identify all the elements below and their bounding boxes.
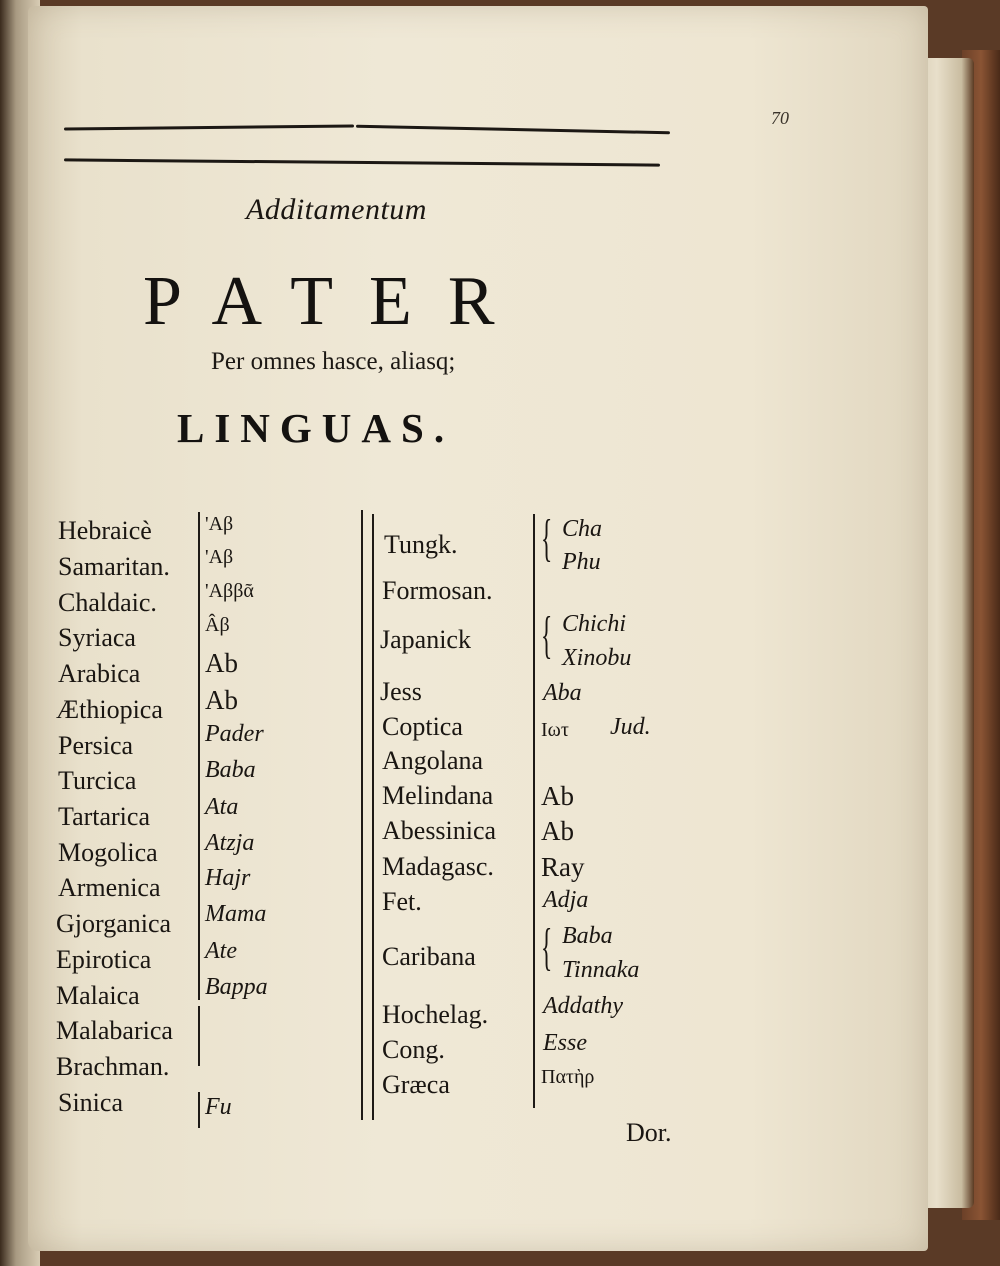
father-word: Jud. (610, 714, 651, 740)
father-word: Ab (541, 781, 574, 811)
father-word: Ray (541, 852, 585, 882)
father-word: Πατὴρ (541, 1066, 595, 1088)
language-name: Jess (380, 677, 422, 706)
language-name: Abessinica (382, 816, 497, 845)
father-word: Mama (205, 901, 267, 927)
page-subtitle: Per omnes hasce, aliasq; (211, 348, 456, 375)
language-name: Malabarica (56, 1016, 173, 1045)
father-word: Aba (543, 680, 582, 706)
language-name: Angolana (382, 746, 484, 775)
language-name: Chaldaic. (58, 588, 157, 617)
father-word: Bappa (205, 974, 268, 1000)
language-name: Hebraicè (58, 516, 152, 545)
father-word: Fu (205, 1094, 232, 1120)
father-word: Adja (543, 887, 589, 913)
father-word: Baba (205, 757, 256, 783)
column-rule-left (198, 512, 200, 1000)
language-name: Armenica (58, 873, 161, 902)
father-word: Hajr (205, 865, 251, 891)
language-name: Persica (58, 731, 134, 760)
language-name: Græca (382, 1070, 450, 1099)
language-name: Japanick (380, 625, 471, 654)
father-word: Chichi (562, 611, 626, 637)
language-name: Tartarica (58, 802, 150, 831)
father-word: Ab (541, 816, 574, 846)
father-word: Ab (205, 648, 238, 678)
language-name: Melindana (382, 781, 494, 810)
language-name: Gjorganica (56, 909, 172, 938)
father-word: 'Aβ (205, 546, 234, 568)
language-name: Sinica (58, 1088, 123, 1117)
header-word: Additamentum (246, 193, 427, 226)
father-word: Esse (543, 1030, 587, 1056)
father-word: Pader (205, 721, 264, 747)
language-name: Formosan. (382, 576, 493, 605)
column-rule-right (533, 514, 535, 1108)
page-number: 70 (771, 108, 789, 128)
page-title: PATER (143, 263, 531, 340)
father-word: Addathy (543, 993, 623, 1019)
column-rule-middle-left (361, 510, 363, 1120)
language-name: Mogolica (58, 838, 158, 867)
language-name: Arabica (58, 659, 141, 688)
language-name: Epirotica (56, 945, 152, 974)
catchword: Dor. (626, 1118, 672, 1147)
language-name: Brachman. (56, 1052, 170, 1081)
language-name: Æthiopica (56, 695, 163, 724)
column-rule-middle-right (372, 514, 374, 1120)
father-word: Tinnaka (562, 957, 640, 983)
brace-japanick: { (541, 607, 553, 664)
language-name: Samaritan. (58, 552, 170, 581)
father-word: Ab (205, 685, 238, 715)
father-word: Baba (562, 923, 613, 949)
father-word: 'Aβ (205, 513, 234, 535)
father-word: Ιωτ (541, 719, 569, 741)
column-rule-left-bottom (198, 1092, 200, 1128)
father-word: Phu (562, 549, 601, 575)
language-name: Fet. (382, 887, 422, 916)
language-name: Hochelag. (382, 1000, 489, 1029)
language-name: Madagasc. (382, 852, 494, 881)
column-rule-left-lower (198, 1006, 200, 1066)
language-name: Tungk. (384, 530, 458, 559)
father-word: Ate (205, 938, 237, 964)
father-word: Âβ (205, 614, 230, 636)
language-name: Cong. (382, 1035, 445, 1064)
language-name: Syriaca (58, 623, 136, 652)
language-name: Turcica (58, 766, 137, 795)
father-word: Ata (205, 794, 239, 820)
language-name: Malaica (56, 981, 140, 1010)
brace-caribana: { (541, 919, 553, 976)
language-name: Coptica (382, 712, 463, 741)
father-word: Cha (562, 516, 603, 542)
father-word: Atzja (205, 830, 255, 856)
language-name: Caribana (382, 942, 476, 971)
father-word: Xinobu (562, 645, 632, 671)
page-title-languages: LINGUAS. (177, 405, 455, 451)
brace-tungk: { (541, 510, 553, 567)
father-word: 'Aββᾶ (205, 580, 254, 602)
